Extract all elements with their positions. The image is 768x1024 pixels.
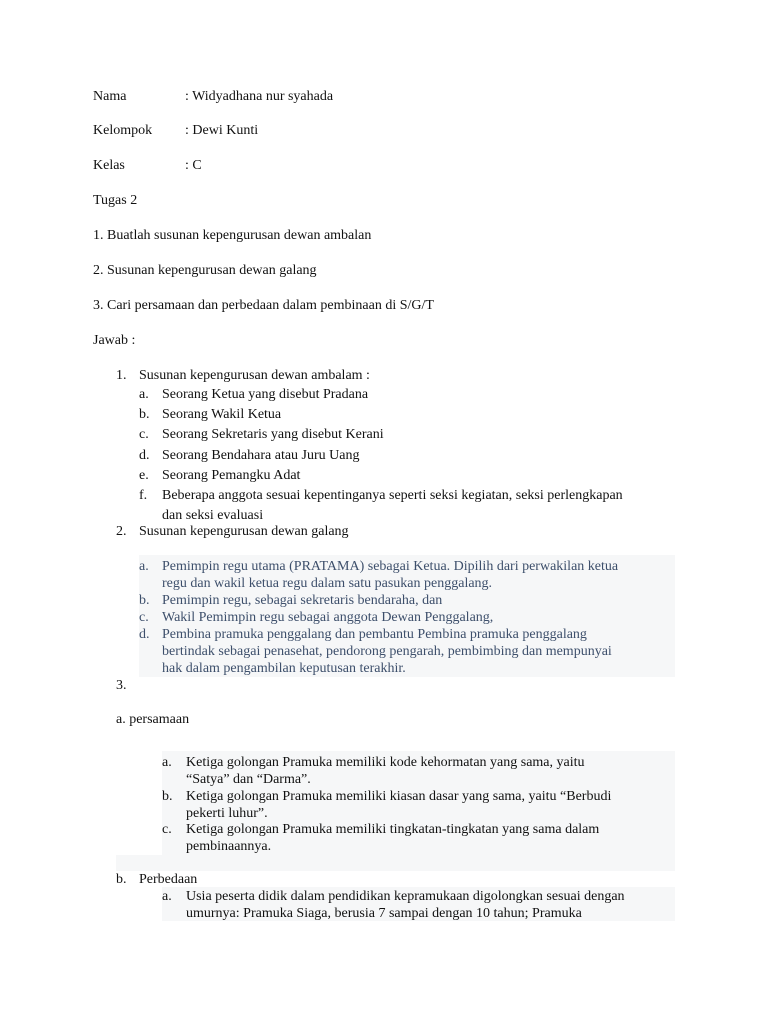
list-item-continued: dan seksi evaluasi bbox=[162, 508, 264, 523]
answer-1-number: 1. bbox=[116, 368, 127, 383]
kelompok-label: Kelompok bbox=[93, 123, 153, 138]
quote-shading bbox=[116, 855, 675, 871]
list-marker: b. bbox=[139, 407, 150, 422]
kelas-label: Kelas bbox=[93, 158, 125, 173]
list-marker: a. bbox=[162, 889, 172, 904]
list-item-continued: hak dalam pengambilan keputusan terakhir. bbox=[162, 661, 406, 676]
question-2: 2. Susunan kepengurusan dewan galang bbox=[93, 263, 317, 278]
list-marker: a. bbox=[139, 559, 149, 574]
list-item: Seorang Pemangku Adat bbox=[162, 468, 301, 483]
answer-2-number: 2. bbox=[116, 524, 127, 539]
list-marker: a. bbox=[162, 755, 172, 770]
list-item: Beberapa anggota sesuai kepentinganya seperti seksi kegiatan, seksi perlengkapan bbox=[162, 488, 623, 503]
list-marker: f. bbox=[139, 488, 148, 503]
list-item-continued: pekerti luhur”. bbox=[186, 806, 268, 821]
list-marker: b. bbox=[162, 789, 173, 804]
list-item: Usia peserta didik dalam pendidikan kepramukaan digolongkan sesuai dengan bbox=[186, 889, 625, 904]
assignment-title: Tugas 2 bbox=[93, 193, 138, 208]
list-item: Pembina pramuka penggalang dan pembantu Pembina pramuka penggalang bbox=[162, 627, 587, 642]
list-marker: c. bbox=[139, 610, 149, 625]
perbedaan-label: Perbedaan bbox=[139, 872, 198, 887]
list-item: Seorang Bendahara atau Juru Uang bbox=[162, 448, 360, 463]
list-item: Ketiga golongan Pramuka memiliki kode kehormatan yang sama, yaitu bbox=[186, 755, 585, 770]
list-item: Ketiga golongan Pramuka memiliki tingkatan-tingkatan yang sama dalam bbox=[186, 822, 600, 837]
question-1: 1. Buatlah susunan kepengurusan dewan ambalan bbox=[93, 228, 372, 243]
kelas-value: : C bbox=[185, 158, 202, 173]
list-item-continued: umurnya: Pramuka Siaga, berusia 7 sampai dengan 10 tahun; Pramuka bbox=[186, 906, 582, 921]
list-marker: e. bbox=[139, 468, 149, 483]
list-marker: b. bbox=[139, 593, 150, 608]
list-item-continued: “Satya” dan “Darma”. bbox=[186, 772, 311, 787]
persamaan-label: a. persamaan bbox=[116, 712, 190, 727]
list-item-continued: pembinaannya. bbox=[186, 839, 272, 854]
list-marker: c. bbox=[139, 427, 149, 442]
answer-label: Jawab : bbox=[93, 333, 136, 348]
kelompok-value: : Dewi Kunti bbox=[185, 123, 259, 138]
list-item: Ketiga golongan Pramuka memiliki kiasan dasar yang sama, yaitu “Berbudi bbox=[186, 789, 612, 804]
question-3: 3. Cari persamaan dan perbedaan dalam pembinaan di S/G/T bbox=[93, 298, 434, 313]
answer-1-heading: Susunan kepengurusan dewan ambalam : bbox=[139, 368, 370, 383]
list-marker: d. bbox=[139, 448, 150, 463]
list-item: Wakil Pemimpin regu sebagai anggota Dewan Penggalang, bbox=[162, 610, 494, 625]
list-item-continued: bertindak sebagai penasehat, pendorong pengarah, pembimbing dan mempunyai bbox=[162, 644, 612, 659]
list-marker: d. bbox=[139, 627, 150, 642]
list-item: Seorang Wakil Ketua bbox=[162, 407, 282, 422]
list-marker: c. bbox=[162, 822, 172, 837]
list-marker: a. bbox=[139, 387, 149, 402]
answer-2-heading: Susunan kepengurusan dewan galang bbox=[139, 524, 349, 539]
list-item: Pemimpin regu utama (PRATAMA) sebagai Ketua. Dipilih dari perwakilan ketua bbox=[162, 559, 619, 574]
nama-value: : Widyadhana nur syahada bbox=[185, 89, 334, 104]
answer-3-number: 3. bbox=[116, 678, 127, 693]
list-item-continued: regu dan wakil ketua regu dalam satu pasukan penggalang. bbox=[162, 576, 493, 591]
list-item: Seorang Sekretaris yang disebut Kerani bbox=[162, 427, 384, 442]
nama-label: Nama bbox=[93, 89, 127, 104]
perbedaan-marker: b. bbox=[116, 872, 127, 887]
list-item: Seorang Ketua yang disebut Pradana bbox=[162, 387, 369, 402]
list-item: Pemimpin regu, sebagai sekretaris bendaraha, dan bbox=[162, 593, 443, 608]
